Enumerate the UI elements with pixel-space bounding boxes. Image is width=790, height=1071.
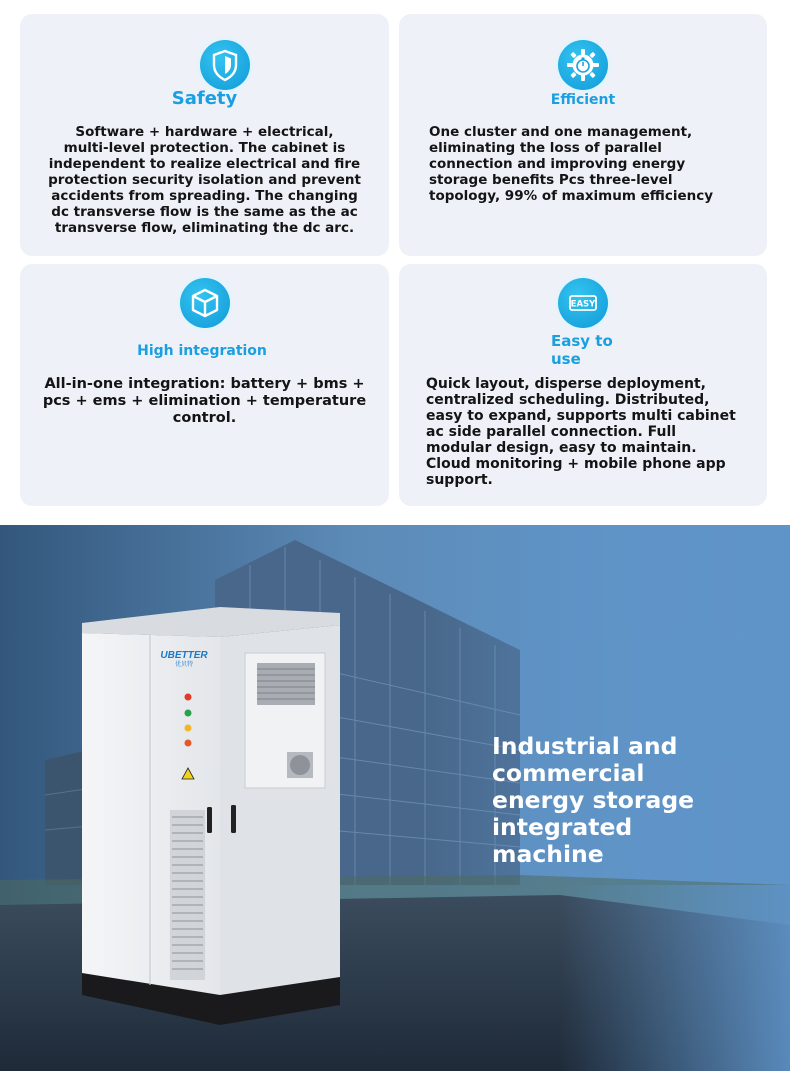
description-line: connection and improving energy (429, 156, 686, 172)
description-line: pcs + ems + elimination + temperature (42, 393, 367, 409)
description-line: All-in-one integration: battery + bms + (44, 376, 365, 392)
hero-banner (0, 525, 790, 1071)
description-line: Quick layout, disperse deployment, (426, 376, 706, 392)
description-line: eliminating the loss of parallel (429, 140, 662, 156)
headline-line: Industrial and (492, 732, 678, 760)
feature-title: Safety (171, 88, 238, 109)
feature-title-line: use (551, 350, 581, 368)
description-line: ac side parallel connection. Full (426, 424, 677, 440)
description-line: centralized scheduling. Distributed, (426, 392, 710, 408)
description-line: modular design, easy to maintain. (426, 440, 697, 456)
description-line: storage benefits Pcs three-level (429, 172, 673, 188)
feature-cards (0, 0, 790, 520)
description-line: topology, 99% of maximum efficiency (429, 188, 714, 204)
brand-logo-text: UBETTER (160, 650, 208, 661)
energy-storage-cabinet (82, 607, 340, 1025)
description-line: independent to realize electrical and fire (48, 156, 361, 172)
feature-title-line: Easy to (551, 332, 613, 350)
feature-title (551, 332, 631, 368)
description-line: easy to expand, supports multi cabinet (426, 408, 736, 424)
feature-title: High integration (137, 343, 267, 359)
description-line: transverse flow, eliminating the dc arc. (54, 220, 355, 236)
feature-card-easy (399, 264, 767, 506)
headline-line: commercial (492, 759, 645, 787)
feature-description (38, 376, 371, 427)
headline-line: machine (492, 840, 604, 868)
description-line: control. (172, 410, 237, 426)
headline-line: integrated (492, 813, 633, 841)
cube-icon (180, 278, 230, 328)
headline-line: energy storage (492, 786, 695, 814)
feature-description (429, 124, 759, 204)
feature-title: Efficient (550, 92, 616, 108)
gear-stopwatch-icon (558, 40, 608, 90)
description-line: Cloud monitoring + mobile phone app (426, 456, 726, 472)
description-line: One cluster and one management, (429, 124, 693, 140)
easy-icon-text: EASY (570, 299, 596, 310)
easy-icon (558, 278, 608, 328)
feature-card-safety (20, 14, 389, 256)
feature-description (426, 376, 760, 488)
description-line: accidents from spreading. The changing (51, 188, 358, 204)
description-line: multi-level protection. The cabinet is (63, 140, 346, 156)
feature-card-integration (20, 264, 389, 506)
brand-logo (156, 650, 212, 668)
feature-card-efficient (399, 14, 767, 256)
hero-headline (492, 733, 752, 868)
description-line: protection security isolation and prevent (48, 172, 361, 188)
description-line: support. (426, 472, 493, 488)
description-line: Software + hardware + electrical, (75, 124, 334, 140)
brand-logo-subtext: 优贝特 (174, 661, 193, 668)
feature-description (38, 124, 371, 236)
shield-icon (200, 40, 250, 90)
description-line: dc transverse flow is the same as the ac (51, 204, 358, 220)
